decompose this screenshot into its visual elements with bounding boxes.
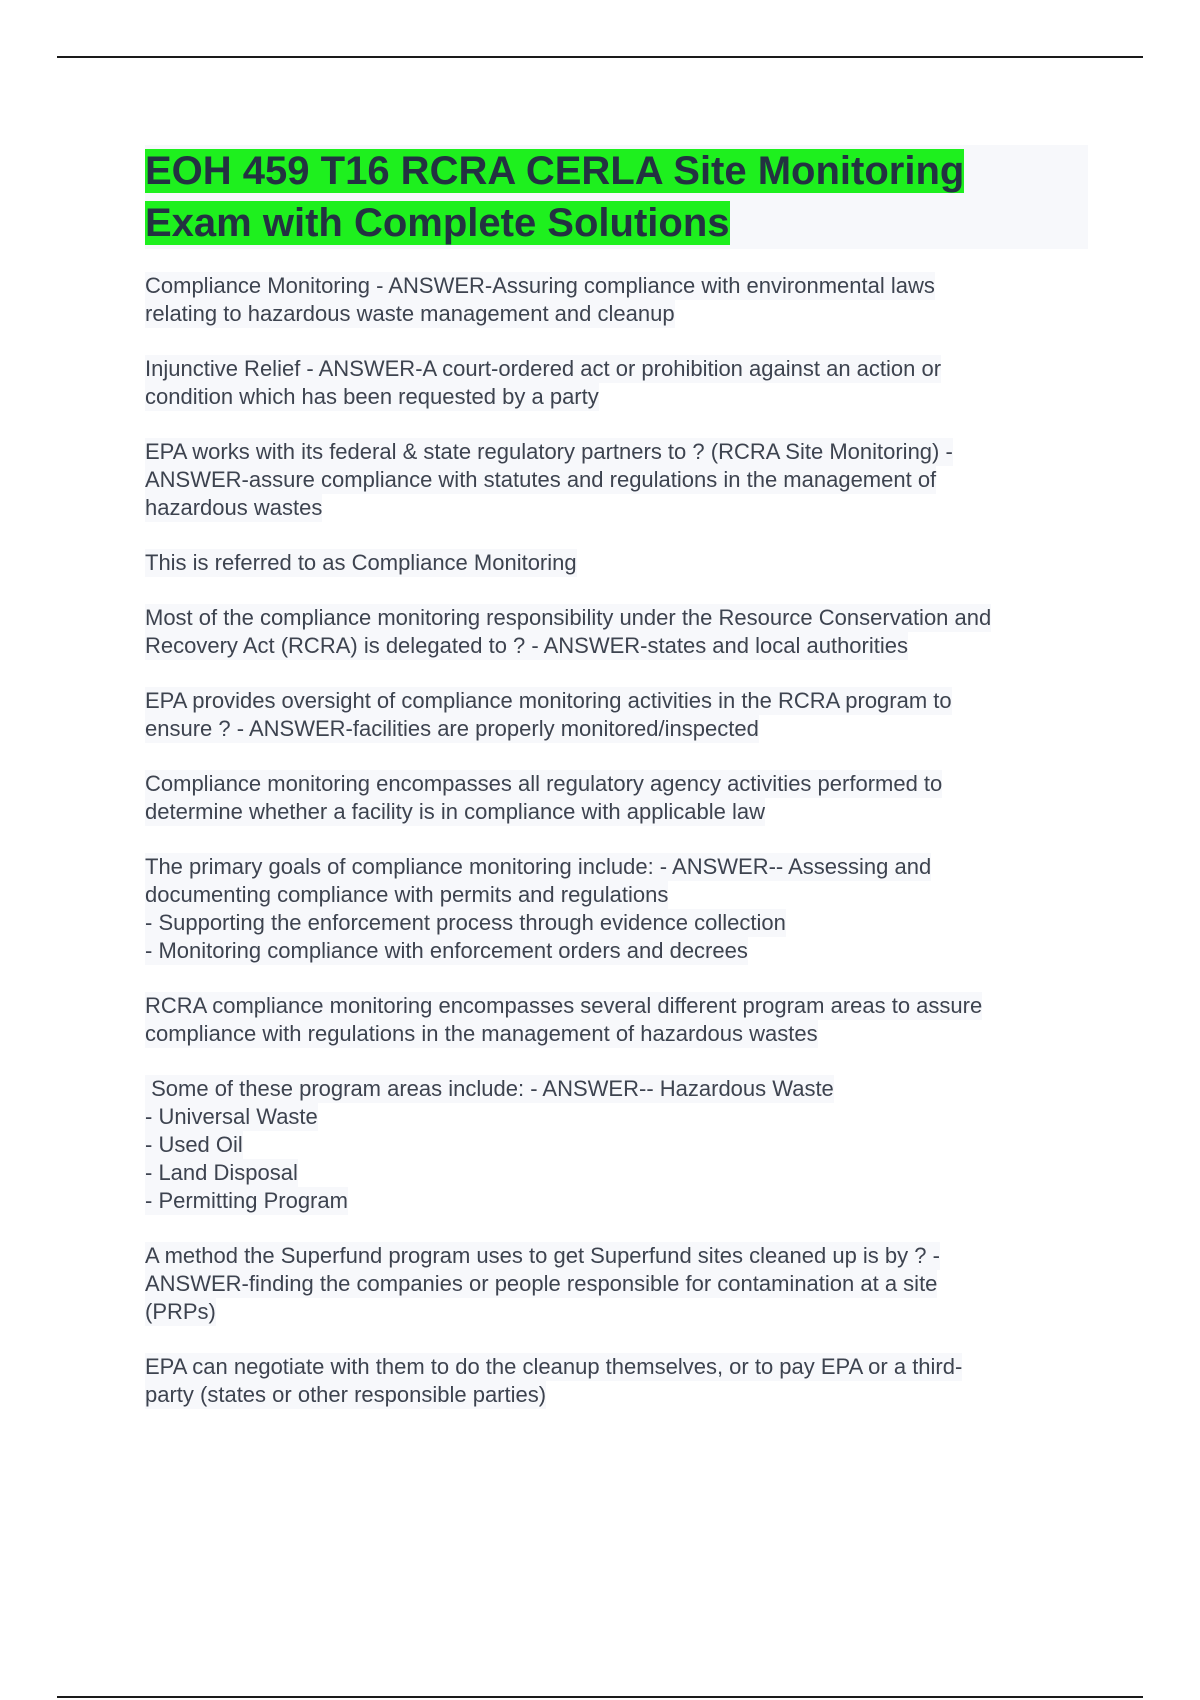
qa-paragraph (145, 438, 1085, 522)
title-line-2: Exam with Complete Solutions (145, 201, 730, 245)
qa-paragraph (145, 992, 1085, 1048)
paragraph-line: EPA provides oversight of compliance monitoring activities in the RCRA program to (145, 688, 952, 713)
paragraph-line: - Land Disposal (145, 1160, 298, 1185)
paragraph-line: documenting compliance with permits and regulations (145, 882, 669, 907)
paragraph-line: EPA works with its federal & state regulatory partners to ? (RCRA Site Monitoring) - (145, 439, 953, 464)
qa-paragraph (145, 1353, 1085, 1409)
paragraph-line: - Permitting Program (145, 1188, 348, 1213)
paragraph-line: Injunctive Relief - ANSWER-A court-ordered act or prohibition against an action or (145, 356, 942, 381)
paragraph-line: Compliance Monitoring - ANSWER-Assuring compliance with environmental laws (145, 273, 935, 298)
paragraph-line: determine whether a facility is in compliance with applicable law (145, 799, 765, 824)
paragraph-line: ANSWER-assure compliance with statutes and regulations in the management of (145, 467, 937, 492)
paragraph-line: EPA can negotiate with them to do the cleanup themselves, or to pay EPA or a third- (145, 1354, 963, 1379)
paragraph-line: - Used Oil (145, 1132, 243, 1157)
paragraph-line: ANSWER-finding the companies or people responsible for contamination at a site (145, 1271, 938, 1296)
paragraph-line: Compliance monitoring encompasses all regulatory agency activities performed to (145, 771, 943, 796)
paragraph-line: condition which has been requested by a party (145, 384, 599, 409)
paragraph-line: This is referred to as Compliance Monitoring (145, 550, 577, 575)
title-line-1: EOH 459 T16 RCRA CERLA Site Monitoring (145, 149, 965, 193)
qa-paragraph (145, 549, 1085, 577)
qa-paragraph (145, 604, 1085, 660)
paragraph-line: Recovery Act (RCRA) is delegated to ? - ANSWER-states and local authorities (145, 633, 908, 658)
bottom-divider (57, 1696, 1143, 1698)
paragraph-line: - Supporting the enforcement process through evidence collection (145, 910, 786, 935)
paragraph-line: party (states or other responsible parties) (145, 1382, 547, 1407)
paragraph-line: - Monitoring compliance with enforcement orders and decrees (145, 938, 748, 963)
paragraph-line: relating to hazardous waste management and cleanup (145, 301, 675, 326)
paragraph-line: hazardous wastes (145, 495, 323, 520)
paragraph-line: Some of these program areas include: - ANSWER-- Hazardous Waste (145, 1076, 834, 1101)
qa-paragraph (145, 853, 1085, 965)
qa-paragraph (145, 1075, 1085, 1215)
paragraph-line: (PRPs) (145, 1299, 216, 1324)
document-body (145, 272, 1085, 1436)
qa-paragraph (145, 355, 1085, 411)
top-divider (57, 56, 1143, 58)
paragraph-line: ensure ? - ANSWER-facilities are properly monitored/inspected (145, 716, 759, 741)
paragraph-line: - Universal Waste (145, 1104, 318, 1129)
qa-paragraph (145, 272, 1085, 328)
qa-paragraph (145, 770, 1085, 826)
qa-paragraph (145, 687, 1085, 743)
paragraph-line: A method the Superfund program uses to get Superfund sites cleaned up is by ? - (145, 1243, 940, 1268)
paragraph-line: RCRA compliance monitoring encompasses several different program areas to assure (145, 993, 983, 1018)
paragraph-line: compliance with regulations in the management of hazardous wastes (145, 1021, 818, 1046)
paragraph-line: The primary goals of compliance monitoring include: - ANSWER-- Assessing and (145, 854, 932, 879)
paragraph-line: Most of the compliance monitoring responsibility under the Resource Conservation and (145, 605, 992, 630)
title-block (145, 145, 1088, 249)
document-title (145, 145, 1088, 249)
qa-paragraph (145, 1242, 1085, 1326)
